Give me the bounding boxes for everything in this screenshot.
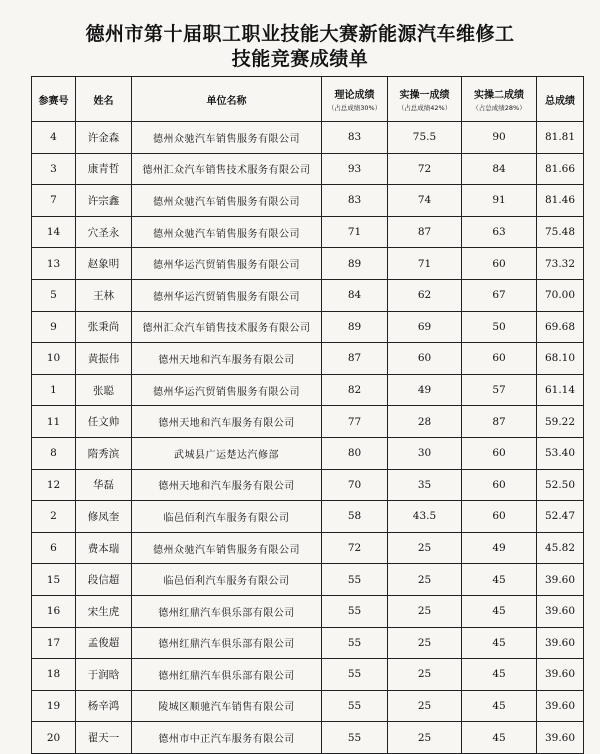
cell-theory: 84 (322, 279, 388, 311)
header-practical-2: 实操二成绩 （占总成绩28%） (462, 77, 537, 122)
table-row (32, 690, 584, 722)
cell-practical-1: 71 (388, 248, 462, 280)
cell-practical-1: 35 (388, 469, 462, 501)
cell-seat: 10 (32, 343, 76, 375)
cell-theory: 58 (322, 501, 388, 533)
cell-seat: 7 (32, 185, 76, 217)
cell-total: 39.60 (537, 627, 584, 659)
cell-practical-2: 49 (462, 532, 537, 564)
cell-name: 段信超 (76, 564, 132, 596)
cell-total: 53.40 (537, 437, 584, 469)
cell-practical-1: 43.5 (388, 501, 462, 533)
cell-seat: 8 (32, 437, 76, 469)
cell-theory: 82 (322, 374, 388, 406)
cell-total: 52.47 (537, 501, 584, 533)
cell-seat: 1 (32, 374, 76, 406)
cell-total: 81.81 (537, 122, 584, 154)
cell-theory: 55 (322, 690, 388, 722)
cell-name: 王林 (76, 279, 132, 311)
cell-name: 宋生虎 (76, 595, 132, 627)
cell-practical-1: 69 (388, 311, 462, 343)
cell-practical-2: 50 (462, 311, 537, 343)
table-row (32, 659, 584, 691)
cell-unit: 德州市中正汽车服务有限公司 (132, 722, 322, 754)
cell-theory: 55 (322, 627, 388, 659)
table-row (32, 311, 584, 343)
cell-name: 任文帅 (76, 406, 132, 438)
cell-unit: 武城县广运楚达汽修部 (132, 437, 322, 469)
cell-seat: 18 (32, 659, 76, 691)
header-seat: 参赛号 (32, 77, 76, 122)
cell-practical-2: 60 (462, 501, 537, 533)
cell-total: 68.10 (537, 343, 584, 375)
cell-practical-2: 90 (462, 122, 537, 154)
cell-practical-1: 25 (388, 627, 462, 659)
cell-practical-2: 45 (462, 722, 537, 754)
cell-unit: 德州汇众汽车销售技术服务有限公司 (132, 311, 322, 343)
cell-practical-1: 60 (388, 343, 462, 375)
cell-total: 39.60 (537, 659, 584, 691)
cell-practical-1: 25 (388, 532, 462, 564)
cell-unit: 德州天地和汽车服务有限公司 (132, 469, 322, 501)
cell-seat: 12 (32, 469, 76, 501)
title-line-2: 技能竞赛成绩单 (231, 48, 369, 70)
cell-unit: 德州天地和汽车服务有限公司 (132, 343, 322, 375)
cell-unit: 德州华运汽贸销售服务有限公司 (132, 374, 322, 406)
table-row (32, 595, 584, 627)
cell-unit: 德州众驰汽车销售服务有限公司 (132, 532, 322, 564)
cell-unit: 陵城区顺驰汽车销售有限公司 (132, 690, 322, 722)
header-total: 总成绩 (537, 77, 584, 122)
cell-total: 39.60 (537, 564, 584, 596)
cell-practical-1: 28 (388, 406, 462, 438)
cell-seat: 19 (32, 690, 76, 722)
cell-unit: 德州红鼎汽车俱乐部有限公司 (132, 595, 322, 627)
cell-unit: 德州红鼎汽车俱乐部有限公司 (132, 659, 322, 691)
cell-unit: 德州华运汽贸销售服务有限公司 (132, 279, 322, 311)
cell-theory: 83 (322, 122, 388, 154)
table-row (32, 122, 584, 154)
cell-theory: 55 (322, 595, 388, 627)
cell-unit: 德州汇众汽车销售技术服务有限公司 (132, 153, 322, 185)
cell-unit: 德州红鼎汽车俱乐部有限公司 (132, 627, 322, 659)
cell-unit: 德州华运汽贸销售服务有限公司 (132, 248, 322, 280)
cell-theory: 55 (322, 722, 388, 754)
cell-unit: 临邑佰利汽车服务有限公司 (132, 501, 322, 533)
cell-name: 张秉尚 (76, 311, 132, 343)
cell-name: 穴圣永 (76, 216, 132, 248)
cell-theory: 72 (322, 532, 388, 564)
cell-practical-1: 25 (388, 722, 462, 754)
cell-practical-1: 75.5 (388, 122, 462, 154)
cell-name: 赵象明 (76, 248, 132, 280)
table-row (32, 248, 584, 280)
cell-theory: 87 (322, 343, 388, 375)
cell-theory: 71 (322, 216, 388, 248)
cell-theory: 89 (322, 248, 388, 280)
cell-seat: 3 (32, 153, 76, 185)
cell-theory: 55 (322, 564, 388, 596)
table-row (32, 722, 584, 754)
cell-practical-2: 91 (462, 185, 537, 217)
cell-total: 70.00 (537, 279, 584, 311)
cell-practical-1: 25 (388, 659, 462, 691)
cell-seat: 4 (32, 122, 76, 154)
cell-unit: 临邑佰利汽车服务有限公司 (132, 564, 322, 596)
cell-name: 于润晗 (76, 659, 132, 691)
cell-practical-2: 63 (462, 216, 537, 248)
cell-practical-2: 45 (462, 690, 537, 722)
score-table (31, 76, 584, 754)
cell-theory: 83 (322, 185, 388, 217)
cell-total: 81.46 (537, 185, 584, 217)
table-header-row (32, 77, 584, 122)
table-row (32, 279, 584, 311)
cell-unit: 德州天地和汽车服务有限公司 (132, 406, 322, 438)
cell-theory: 70 (322, 469, 388, 501)
table-row (32, 153, 584, 185)
cell-name: 华磊 (76, 469, 132, 501)
cell-name: 隋秀滨 (76, 437, 132, 469)
cell-name: 许宗鑫 (76, 185, 132, 217)
cell-practical-2: 60 (462, 343, 537, 375)
cell-practical-2: 60 (462, 437, 537, 469)
table-row (32, 374, 584, 406)
cell-practical-2: 45 (462, 659, 537, 691)
cell-practical-2: 84 (462, 153, 537, 185)
cell-practical-1: 25 (388, 564, 462, 596)
table-row (32, 501, 584, 533)
cell-seat: 14 (32, 216, 76, 248)
table-row (32, 532, 584, 564)
cell-practical-1: 25 (388, 595, 462, 627)
cell-theory: 80 (322, 437, 388, 469)
cell-practical-1: 72 (388, 153, 462, 185)
cell-total: 39.60 (537, 690, 584, 722)
cell-seat: 11 (32, 406, 76, 438)
header-unit: 单位名称 (132, 77, 322, 122)
cell-unit: 德州众驰汽车销售服务有限公司 (132, 216, 322, 248)
table-row (32, 469, 584, 501)
cell-practical-2: 45 (462, 595, 537, 627)
cell-name: 费本瑞 (76, 532, 132, 564)
cell-practical-1: 49 (388, 374, 462, 406)
header-practical-1: 实操一成绩 （占总成绩42%） (388, 77, 462, 122)
cell-seat: 17 (32, 627, 76, 659)
cell-seat: 5 (32, 279, 76, 311)
cell-total: 73.32 (537, 248, 584, 280)
cell-practical-2: 45 (462, 627, 537, 659)
cell-name: 黄振伟 (76, 343, 132, 375)
table-row (32, 627, 584, 659)
table-row (32, 564, 584, 596)
table-row (32, 406, 584, 438)
cell-practical-1: 30 (388, 437, 462, 469)
cell-practical-2: 87 (462, 406, 537, 438)
cell-total: 61.14 (537, 374, 584, 406)
cell-seat: 6 (32, 532, 76, 564)
table-row (32, 343, 584, 375)
cell-practical-2: 57 (462, 374, 537, 406)
cell-practical-2: 45 (462, 564, 537, 596)
cell-seat: 16 (32, 595, 76, 627)
cell-practical-2: 60 (462, 469, 537, 501)
cell-seat: 9 (32, 311, 76, 343)
header-name: 姓名 (76, 77, 132, 122)
header-theory: 理论成绩 （占总成绩30%） (322, 77, 388, 122)
cell-name: 杨辛鸿 (76, 690, 132, 722)
cell-unit: 德州众驰汽车销售服务有限公司 (132, 185, 322, 217)
table-body (32, 122, 584, 754)
cell-name: 张聪 (76, 374, 132, 406)
cell-name: 修凤奎 (76, 501, 132, 533)
cell-name: 许金森 (76, 122, 132, 154)
cell-total: 45.82 (537, 532, 584, 564)
cell-practical-2: 60 (462, 248, 537, 280)
cell-theory: 55 (322, 659, 388, 691)
cell-name: 康青哲 (76, 153, 132, 185)
cell-practical-1: 62 (388, 279, 462, 311)
cell-practical-1: 74 (388, 185, 462, 217)
cell-theory: 77 (322, 406, 388, 438)
table-row (32, 437, 584, 469)
table-row (32, 216, 584, 248)
cell-seat: 15 (32, 564, 76, 596)
cell-practical-2: 67 (462, 279, 537, 311)
cell-unit: 德州众驰汽车销售服务有限公司 (132, 122, 322, 154)
cell-practical-1: 25 (388, 690, 462, 722)
cell-theory: 89 (322, 311, 388, 343)
cell-theory: 93 (322, 153, 388, 185)
cell-total: 39.60 (537, 595, 584, 627)
cell-seat: 20 (32, 722, 76, 754)
cell-total: 52.50 (537, 469, 584, 501)
cell-total: 39.60 (537, 722, 584, 754)
cell-name: 孟俊超 (76, 627, 132, 659)
cell-total: 81.66 (537, 153, 584, 185)
cell-total: 59.22 (537, 406, 584, 438)
cell-seat: 2 (32, 501, 76, 533)
cell-seat: 13 (32, 248, 76, 280)
cell-name: 翟天一 (76, 722, 132, 754)
cell-total: 75.48 (537, 216, 584, 248)
cell-practical-1: 87 (388, 216, 462, 248)
title-line-1: 德州市第十届职工职业技能大赛新能源汽车维修工 (85, 23, 515, 45)
table-row (32, 185, 584, 217)
cell-total: 69.68 (537, 311, 584, 343)
